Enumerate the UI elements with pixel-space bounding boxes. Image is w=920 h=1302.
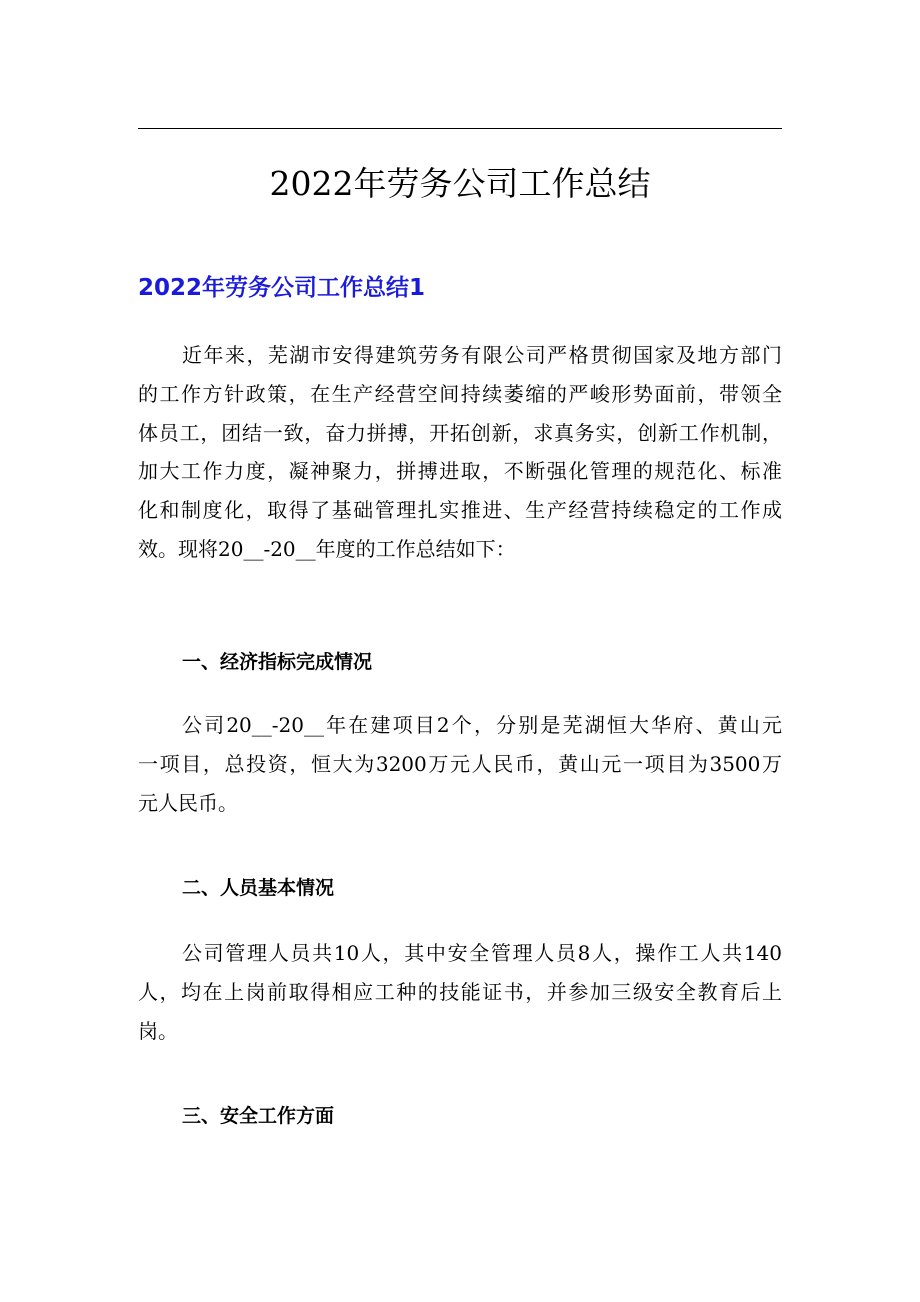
document-title: 2022年劳务公司工作总结 <box>269 164 651 203</box>
paragraph-line: 化和制度化，取得了基础管理扎实推进、生产经营持续稳定的工作成 <box>138 498 782 523</box>
header-rule <box>138 128 782 129</box>
paragraph-line: 体员工，团结一致，奋力拼搏，开拓创新，求真务实，创新工作机制， <box>138 420 782 445</box>
heading-economic-indicators: 一、经济指标完成情况 <box>182 651 373 673</box>
paragraph-line: 元人民币。 <box>138 790 238 815</box>
personnel-paragraph <box>138 934 782 1050</box>
heading-safety-work: 三、安全工作方面 <box>182 1105 335 1127</box>
heading-personnel: 二、人员基本情况 <box>182 877 335 899</box>
paragraph-line: 加大工作力度，凝神聚力，拼搏进取，不断强化管理的规范化、标准 <box>138 459 782 484</box>
paragraph-line: 近年来，芜湖市安得建筑劳务有限公司严格贯彻国家及地方部门 <box>182 343 782 367</box>
paragraph-line: 人，均在上岗前取得相应工种的技能证书，并参加三级安全教育后上 <box>138 979 782 1004</box>
paragraph-line: 公司管理人员共10人，其中安全管理人员8人，操作工人共140 <box>182 941 782 965</box>
paragraph-line: 一项目，总投资，恒大为3200万元人民币，黄山元一项目为3500万 <box>138 751 782 776</box>
paragraph-line: 公司20__-20__年在建项目2个，分别是芜湖恒大华府、黄山元 <box>182 713 782 737</box>
intro-paragraph <box>138 336 782 569</box>
economic-paragraph <box>138 706 782 822</box>
section-title: 2022年劳务公司工作总结1 <box>138 275 426 301</box>
paragraph-line: 岗。 <box>138 1018 178 1043</box>
paragraph-line: 效。现将20__-20__年度的工作总结如下： <box>138 536 516 561</box>
paragraph-line: 的工作方针政策，在生产经营空间持续萎缩的严峻形势面前，带领全 <box>138 381 782 406</box>
